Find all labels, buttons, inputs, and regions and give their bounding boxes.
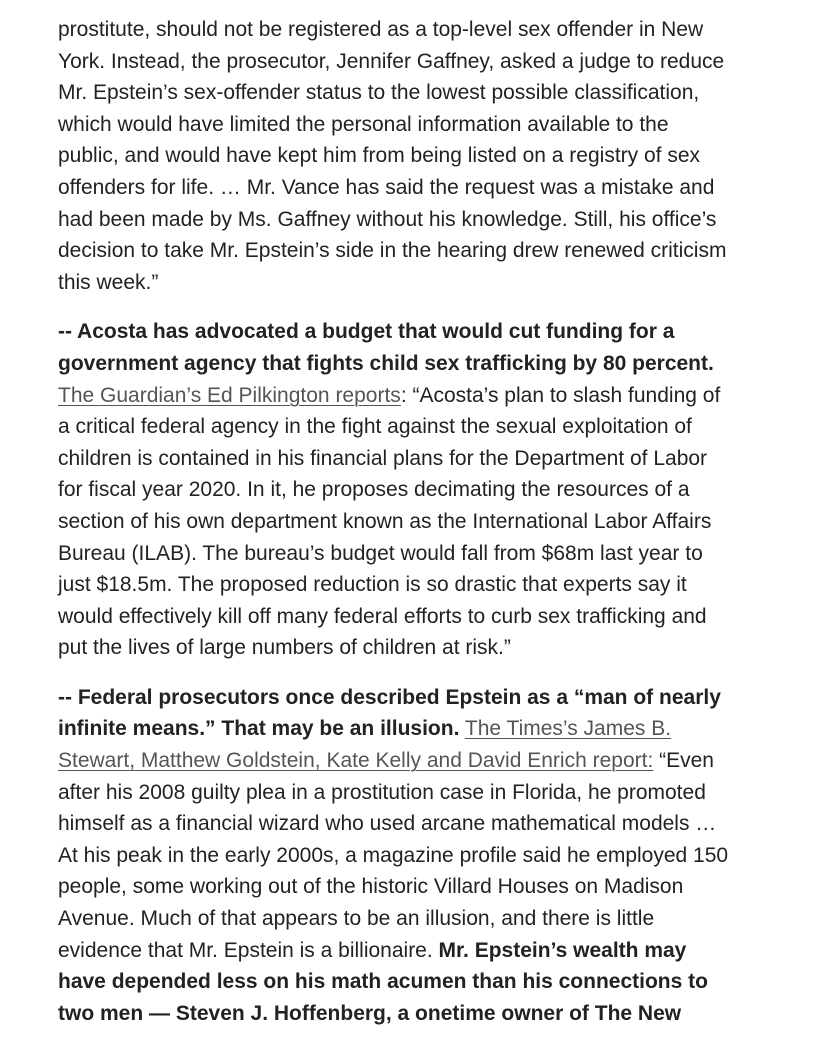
body-text: prostitute, should not be registered as a top-level sex offender in New <box>58 18 704 41</box>
text-line <box>58 538 816 570</box>
body-text: put the lives of large numbers of children at risk.” <box>58 636 511 660</box>
text-line <box>58 935 816 967</box>
text-line <box>58 443 816 475</box>
body-text: after his 2008 guilty plea in a prostitution case in Florida, he promoted <box>58 780 706 804</box>
body-text: “Even <box>653 749 714 773</box>
bold-text: -- Federal prosecutors once described Epstein as a “man of nearly <box>58 685 721 709</box>
text-line <box>58 348 816 380</box>
text-line <box>58 745 816 777</box>
bold-text: Mr. Epstein’s wealth may <box>438 938 687 962</box>
text-line <box>58 569 816 601</box>
body-text: people, some working out of the historic Villard Houses on Madison <box>58 875 684 899</box>
body-text: himself as a financial wizard who used arcane mathematical models … <box>58 812 717 836</box>
text-line <box>58 77 816 109</box>
text-line <box>58 871 816 903</box>
body-text: section of his own department known as the International Labor Affairs <box>58 509 712 533</box>
text-line <box>58 411 816 443</box>
text-line <box>58 46 816 78</box>
text-line <box>58 506 816 538</box>
text-line <box>58 966 816 998</box>
body-text: had been made by Ms. Gaffney without his knowledge. Still, his office’s <box>58 207 717 231</box>
text-line <box>58 140 816 172</box>
text-line <box>58 713 816 745</box>
text-line <box>58 14 816 46</box>
text-line <box>58 267 816 299</box>
bold-text: have depended less on his math acumen than his connections to <box>58 970 708 994</box>
body-text: : “Acosta’s plan to slash funding of <box>400 383 721 407</box>
body-text: just $18.5m. The proposed reduction is so drastic that experts say it <box>58 573 687 597</box>
body-text: At his peak in the early 2000s, a magazine profile said he employed 150 <box>58 843 729 867</box>
article-link[interactable]: The Times’s James B. <box>464 717 672 741</box>
body-text: Mr. Epstein’s sex-offender status to the lowest possible classification, <box>58 81 700 105</box>
text-line <box>58 109 816 141</box>
body-text: Avenue. Much of that appears to be an illusion, and there is little <box>58 907 655 931</box>
body-text: Bureau (ILAB). The bureau’s budget would fall from $68m last year to <box>58 541 703 565</box>
body-text: for fiscal year 2020. In it, he proposes decimating the resources of a <box>58 478 690 502</box>
text-line <box>58 777 816 809</box>
body-text: children is contained in his financial plans for the Department of Labor <box>58 446 708 470</box>
body-text: would effectively kill off many federal efforts to curb sex trafficking and <box>58 604 707 628</box>
text-line <box>58 903 816 935</box>
text-line <box>58 172 816 204</box>
body-text: a critical federal agency in the fight against the sexual exploitation of <box>58 415 692 439</box>
body-text: evidence that Mr. Epstein is a billionaire. <box>58 938 439 962</box>
text-line <box>58 380 816 412</box>
body-text: this week.” <box>58 270 159 294</box>
bold-text: -- Acosta has advocated a budget that would cut funding for a <box>58 320 675 344</box>
body-text: York. Instead, the prosecutor, Jennifer Gaffney, asked a judge to reduce <box>58 49 725 73</box>
article-link[interactable]: Stewart, Matthew Goldstein, Kate Kelly and David Enrich report: <box>58 749 654 773</box>
text-line <box>58 998 816 1030</box>
text-line <box>58 632 816 664</box>
body-text: public, and would have kept him from being listed on a registry of sex <box>58 144 701 168</box>
article-link[interactable]: The Guardian’s Ed Pilkington reports <box>58 383 401 407</box>
text-line <box>58 204 816 236</box>
text-line <box>58 840 816 872</box>
paragraph <box>58 14 816 298</box>
body-text: decision to take Mr. Epstein’s side in the hearing drew renewed criticism <box>58 239 727 263</box>
bold-text: two men — Steven J. Hoffenberg, a onetime owner of The New <box>58 1001 682 1025</box>
text-line <box>58 601 816 633</box>
bold-text: infinite means.” That may be an illusion. <box>58 717 460 741</box>
text-line <box>58 682 816 714</box>
text-line <box>58 808 816 840</box>
paragraph <box>58 316 816 664</box>
text-line <box>58 474 816 506</box>
body-text: which would have limited the personal information available to the <box>58 112 669 136</box>
text-line <box>58 235 816 267</box>
text-line <box>58 316 816 348</box>
body-text: offenders for life. … Mr. Vance has said the request was a mistake and <box>58 175 715 199</box>
paragraph <box>58 682 816 1030</box>
bold-text: government agency that fights child sex trafficking by 80 percent. <box>58 351 714 375</box>
